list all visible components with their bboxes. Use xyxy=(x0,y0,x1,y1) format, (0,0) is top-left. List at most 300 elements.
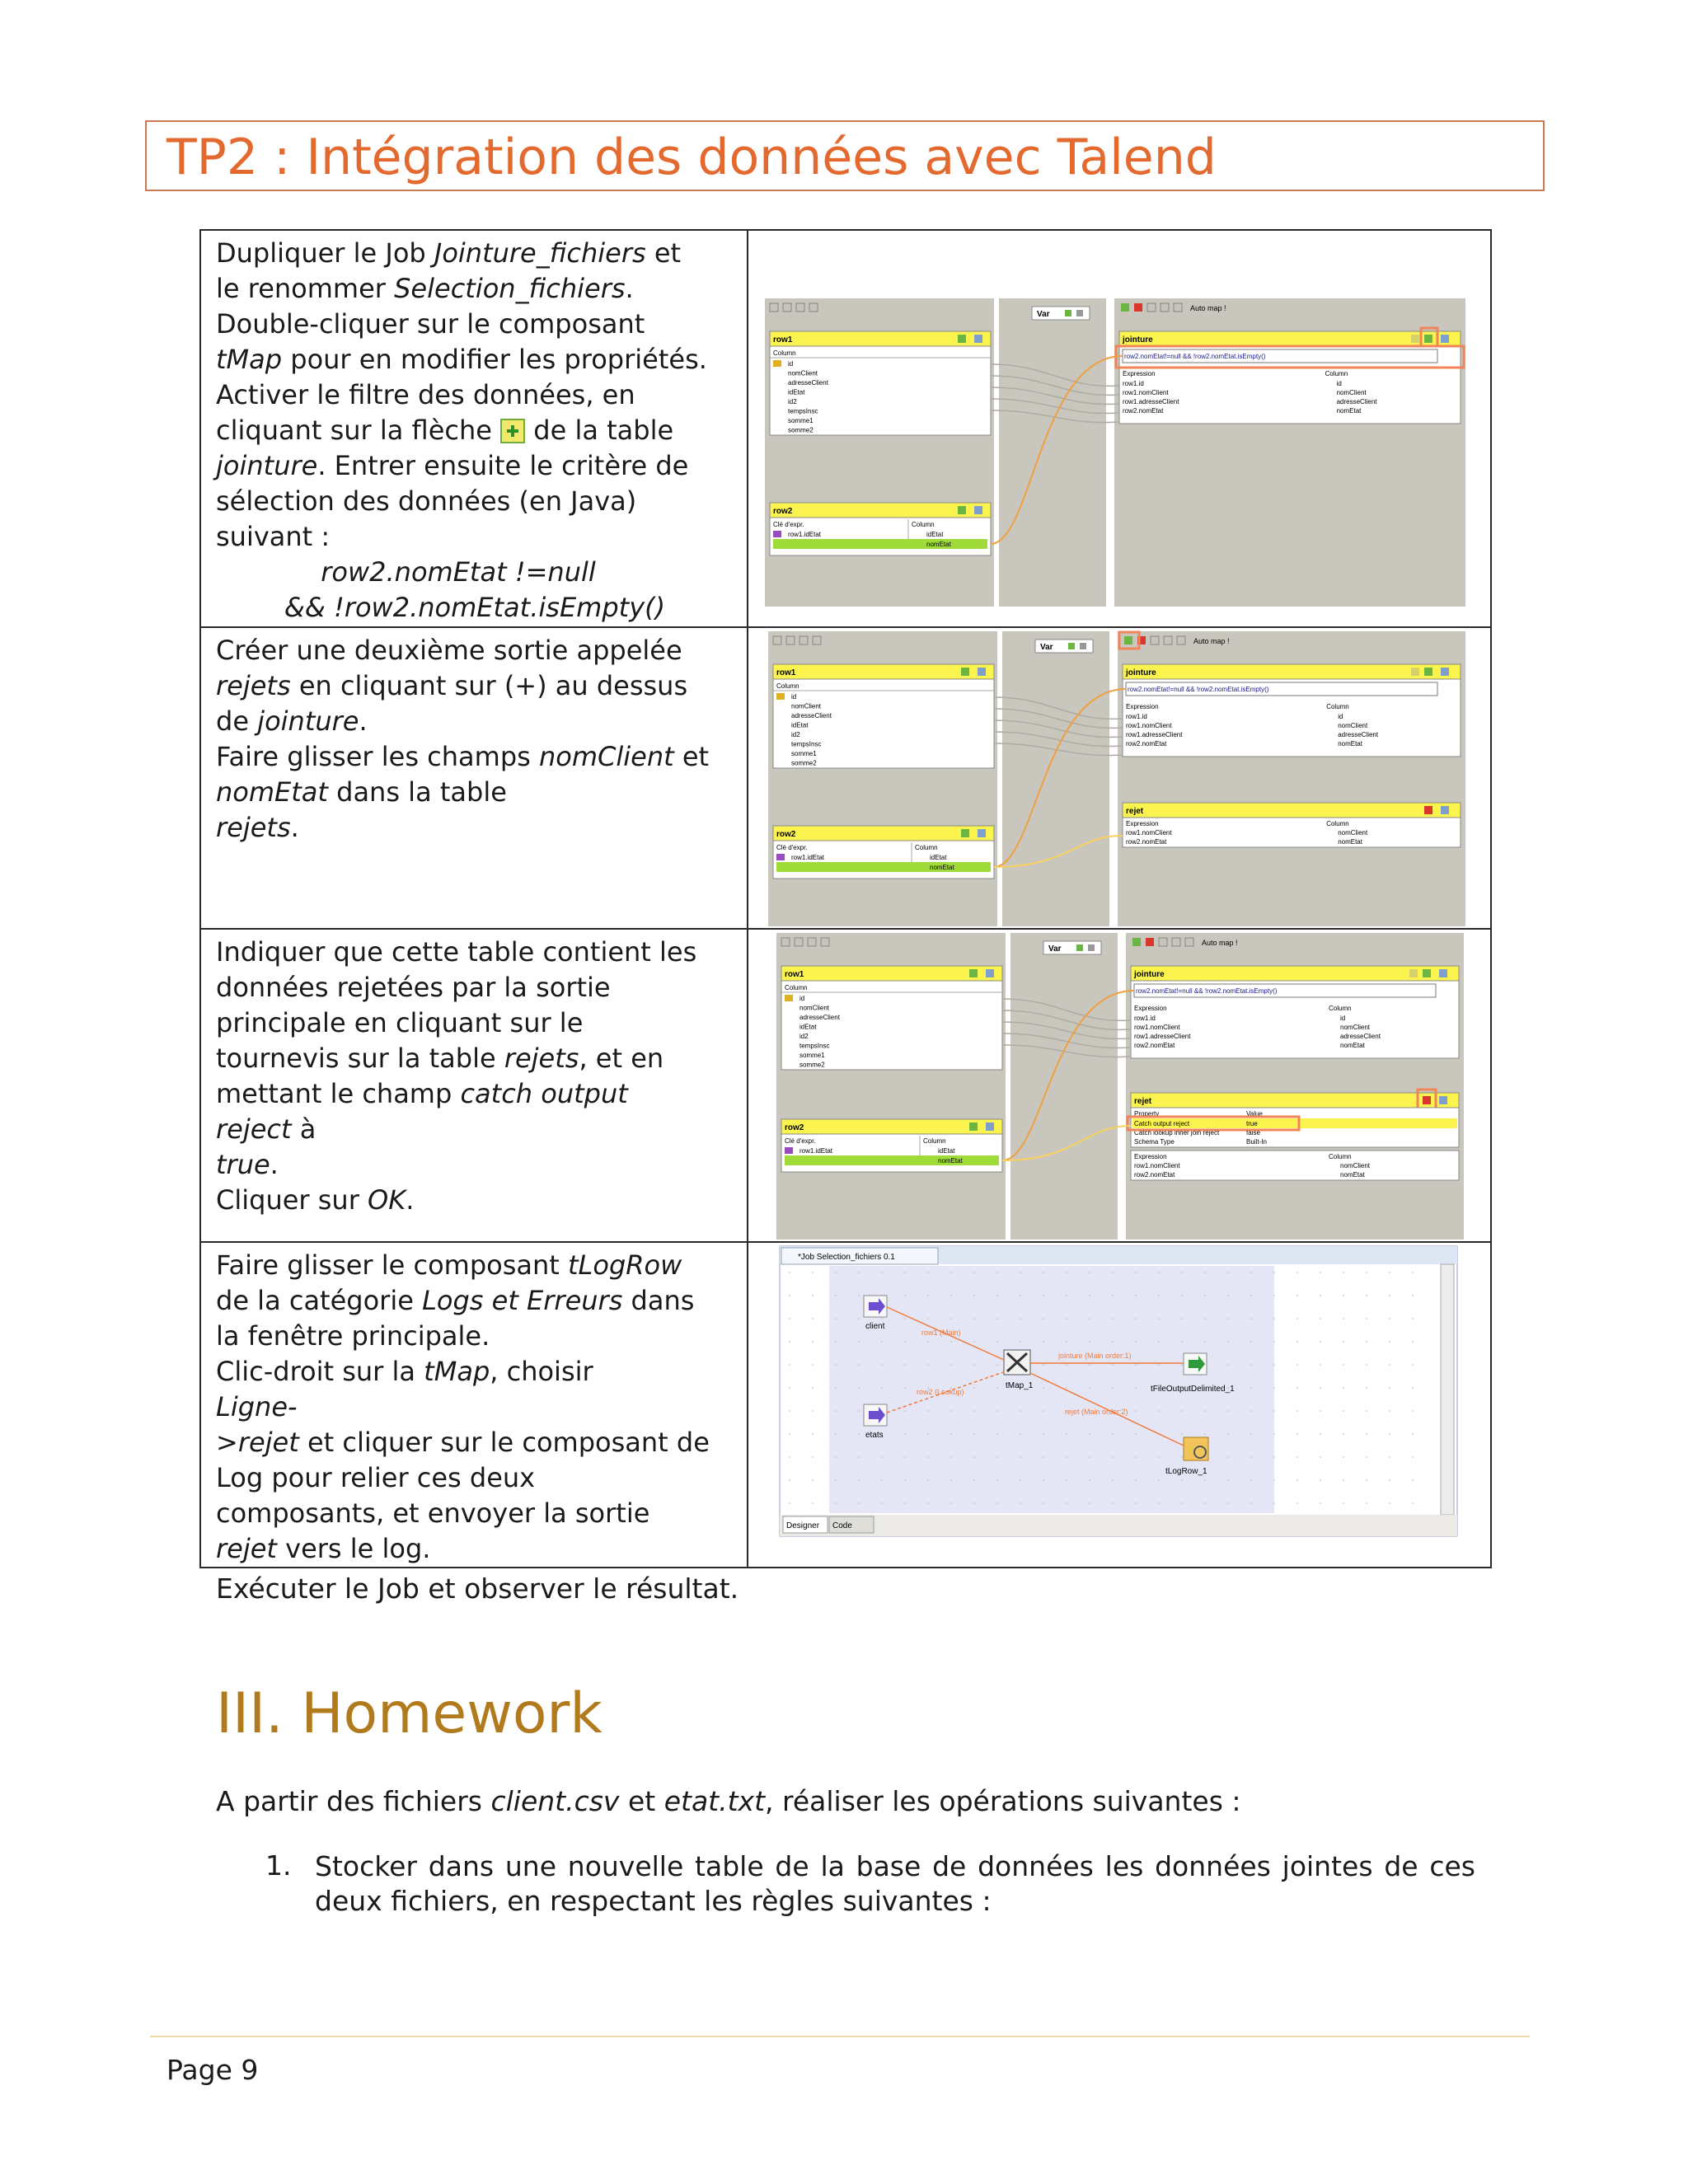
output-toolbar-icon xyxy=(1174,303,1182,312)
grid-dot xyxy=(973,1272,975,1273)
grid-dot xyxy=(1389,1272,1390,1273)
grid-dot xyxy=(996,1272,998,1273)
rejet-header xyxy=(1131,1093,1459,1108)
grid-dot xyxy=(1273,1272,1275,1273)
grid-dot xyxy=(1227,1364,1229,1366)
grid-dot xyxy=(1273,1502,1275,1504)
input-toolbar-icon xyxy=(783,303,791,312)
mapper-editor-3 xyxy=(748,930,1490,1241)
text-segment: Cliquer sur xyxy=(216,1184,368,1216)
row2-expr-header: Clé d'expr. xyxy=(785,1137,816,1145)
grid-dot xyxy=(1412,1341,1414,1343)
grid-dot xyxy=(1112,1364,1114,1366)
grid-dot xyxy=(996,1364,998,1366)
row2-field: idEtat xyxy=(938,1147,955,1155)
step-4-text xyxy=(201,1243,747,1567)
text-segment: données rejetées par la sortie xyxy=(216,972,611,1003)
var-label: Var xyxy=(1048,944,1062,954)
row1-field: adresseClient xyxy=(791,712,832,719)
jointure-column: id xyxy=(1336,380,1342,387)
grid-dot xyxy=(996,1318,998,1319)
row1-filter-icon xyxy=(961,668,969,676)
grid-dot xyxy=(950,1433,952,1435)
rejet-edit-icon xyxy=(1441,806,1449,814)
grid-dot xyxy=(1366,1433,1367,1435)
grid-dot xyxy=(927,1295,929,1296)
row1-field: somme1 xyxy=(788,417,814,424)
jointure-expr-header: Expression xyxy=(1123,370,1156,377)
grid-dot xyxy=(1366,1479,1367,1481)
component-label: tLogRow_1 xyxy=(1165,1467,1207,1476)
jointure-expression: row1.adresseClient xyxy=(1126,731,1183,738)
row2-expression: row1.idEtat xyxy=(791,854,825,861)
grid-dot xyxy=(1343,1318,1344,1319)
join-key-icon xyxy=(776,854,785,860)
text-line xyxy=(216,1354,734,1390)
text-segment: mettant le champ xyxy=(216,1078,461,1109)
bottom-tab-label: Designer xyxy=(786,1521,820,1530)
grid-dot xyxy=(881,1341,883,1343)
grid-dot xyxy=(1043,1295,1044,1296)
rejet-column: nomEtat xyxy=(1340,1171,1365,1179)
row1-filter-icon xyxy=(958,335,966,343)
grid-dot xyxy=(973,1479,975,1481)
row1-field: nomClient xyxy=(788,369,818,377)
emphasis-segment: tMap xyxy=(424,1356,490,1387)
grid-dot xyxy=(1343,1387,1344,1389)
text-segment: en cliquant sur (+) au dessus xyxy=(290,670,688,701)
property-name: Schema Type xyxy=(1134,1138,1175,1146)
jointure-column: id xyxy=(1340,1015,1346,1022)
grid-dot xyxy=(858,1295,860,1296)
grid-dot xyxy=(835,1341,837,1343)
key-icon xyxy=(776,693,785,700)
rejet-expression: row2.nomEtat xyxy=(1134,1171,1175,1179)
grid-dot xyxy=(1273,1433,1275,1435)
grid-dot xyxy=(1112,1272,1114,1273)
grid-dot xyxy=(1250,1479,1252,1481)
row2-expression: row1.idEtat xyxy=(799,1147,833,1155)
grid-dot xyxy=(1089,1295,1090,1296)
editor-tab-title: *Job Selection_fichiers 0.1 xyxy=(798,1253,895,1262)
remove-output-icon xyxy=(1146,938,1154,946)
text-line xyxy=(216,448,734,484)
grid-dot xyxy=(1181,1433,1183,1435)
grid-dot xyxy=(789,1272,790,1273)
jointure-settings-icon xyxy=(1411,668,1419,676)
text-line xyxy=(216,1147,734,1183)
grid-dot xyxy=(1320,1341,1321,1343)
grid-dot xyxy=(1273,1479,1275,1481)
text-segment: . xyxy=(290,812,299,843)
grid-dot xyxy=(812,1456,814,1458)
grid-dot xyxy=(1412,1272,1414,1273)
jointure-expression: row1.nomClient xyxy=(1123,389,1169,396)
grid-dot xyxy=(1135,1502,1137,1504)
emphasis-segment: Jointure_fichiers xyxy=(434,237,646,269)
grid-dot xyxy=(1227,1410,1229,1412)
grid-dot xyxy=(1066,1364,1067,1366)
row1-column-header: Column xyxy=(785,984,808,991)
grid-dot xyxy=(812,1318,814,1319)
component-label: tFileOutputDelimited_1 xyxy=(1151,1385,1235,1394)
list-item-number: 1. xyxy=(265,1849,292,1882)
grid-dot xyxy=(1366,1295,1367,1296)
grid-dot xyxy=(1389,1387,1390,1389)
row1-field: tempsInsc xyxy=(799,1042,830,1050)
grid-dot xyxy=(789,1295,790,1296)
grid-dot xyxy=(927,1318,929,1319)
grid-dot xyxy=(1250,1433,1252,1435)
row1-settings-icon xyxy=(978,668,986,676)
text-segment: Créer une deuxième sortie appelée xyxy=(216,635,682,666)
footer-divider xyxy=(150,2036,1530,2037)
step-2-image-cell xyxy=(748,627,1491,929)
grid-dot xyxy=(812,1410,814,1412)
grid-dot xyxy=(1112,1387,1114,1389)
grid-dot xyxy=(904,1433,906,1435)
row1-header xyxy=(781,966,1002,981)
text-segment: de la table xyxy=(525,415,674,446)
grid-dot xyxy=(881,1364,883,1366)
grid-dot xyxy=(1250,1341,1252,1343)
add-output-icon xyxy=(1121,303,1129,312)
grid-dot xyxy=(789,1456,790,1458)
text-line xyxy=(216,342,734,377)
grid-dot xyxy=(1250,1364,1252,1366)
rejet-body xyxy=(1123,818,1461,847)
grid-dot xyxy=(858,1502,860,1504)
row1-field: id2 xyxy=(799,1033,809,1040)
grid-dot xyxy=(835,1364,837,1366)
grid-dot xyxy=(1066,1387,1067,1389)
grid-dot xyxy=(1273,1295,1275,1296)
grid-dot xyxy=(1412,1410,1414,1412)
row1-link-label: row1 (Main) xyxy=(921,1329,961,1337)
input-toolbar-icon xyxy=(809,303,818,312)
homework-file-etat: etat.txt xyxy=(663,1785,766,1817)
jointure-column-header: Column xyxy=(1325,370,1348,377)
row2-header xyxy=(781,1119,1002,1134)
row2-title: row2 xyxy=(773,507,793,516)
grid-dot xyxy=(973,1456,975,1458)
row2-column-header: Column xyxy=(923,1137,946,1145)
grid-dot xyxy=(812,1295,814,1296)
jointure-header xyxy=(1119,331,1461,346)
grid-dot xyxy=(904,1341,906,1343)
step-3-text-cell xyxy=(200,929,748,1242)
grid-dot xyxy=(927,1433,929,1435)
grid-dot xyxy=(1320,1433,1321,1435)
text-segment: . xyxy=(625,273,634,304)
grid-dot xyxy=(881,1456,883,1458)
grid-dot xyxy=(904,1456,906,1458)
row1-header xyxy=(773,664,994,679)
row1-field: idEtat xyxy=(788,388,805,396)
text-line xyxy=(216,739,734,775)
grid-dot xyxy=(1389,1341,1390,1343)
grid-dot xyxy=(1204,1341,1206,1343)
grid-dot xyxy=(1204,1295,1206,1296)
jointure-filter-text: row2.nomEtat!=null && !row2.nomEtat.isEmpty() xyxy=(1136,987,1278,995)
grid-dot xyxy=(1412,1387,1414,1389)
grid-dot xyxy=(1296,1433,1298,1435)
grid-dot xyxy=(904,1364,906,1366)
row2-filter-icon xyxy=(961,829,969,837)
jointure-expression: row2.nomEtat xyxy=(1126,740,1167,748)
grid-dot xyxy=(1320,1295,1321,1296)
text-line xyxy=(216,970,734,1005)
grid-dot xyxy=(858,1364,860,1366)
grid-dot xyxy=(881,1272,883,1273)
grid-dot xyxy=(1158,1410,1160,1412)
property-value: Built-In xyxy=(1246,1138,1267,1146)
emphasis-segment: tMap xyxy=(216,344,283,375)
text-line xyxy=(216,633,734,668)
text-segment: Indiquer que cette table contient les xyxy=(216,936,697,968)
grid-dot xyxy=(904,1318,906,1319)
grid-dot xyxy=(1389,1433,1390,1435)
row2-filter-icon xyxy=(958,506,966,514)
jointure-settings-icon xyxy=(1409,969,1418,977)
homework-intro xyxy=(216,1785,1241,1817)
jointure-expression: row2.nomEtat xyxy=(1123,407,1164,415)
row2-field: idEtat xyxy=(926,531,944,538)
text-line xyxy=(216,775,734,810)
grid-dot xyxy=(950,1502,952,1504)
grid-dot xyxy=(1066,1433,1067,1435)
grid-dot xyxy=(1020,1410,1021,1412)
grid-dot xyxy=(1135,1387,1137,1389)
var-panel xyxy=(999,298,1106,607)
rejet-column: nomClient xyxy=(1338,829,1368,837)
grid-dot xyxy=(1135,1479,1137,1481)
grid-dot xyxy=(1158,1456,1160,1458)
jointure-column: id xyxy=(1338,713,1343,720)
grid-dot xyxy=(789,1387,790,1389)
mapper-screenshot-1 xyxy=(748,231,1490,626)
text-line xyxy=(216,413,734,448)
grid-dot xyxy=(1089,1341,1090,1343)
row2-header xyxy=(773,826,994,841)
filter-expression-line-2: && !row2.nomEtat.isEmpty() xyxy=(284,592,666,623)
emphasis-segment: Ligne- xyxy=(216,1391,298,1422)
emphasis-segment: rejet xyxy=(216,1533,277,1564)
grid-dot xyxy=(1296,1318,1298,1319)
jointure-column: nomClient xyxy=(1336,389,1367,396)
text-line xyxy=(216,1248,734,1283)
text-line xyxy=(216,484,734,519)
remove-output-icon xyxy=(1134,303,1142,312)
grid-dot xyxy=(1112,1341,1114,1343)
vertical-scrollbar xyxy=(1441,1264,1454,1515)
grid-dot xyxy=(927,1479,929,1481)
rejet-expr-header: Expression xyxy=(1134,1153,1167,1160)
grid-dot xyxy=(1043,1502,1044,1504)
grid-dot xyxy=(1043,1272,1044,1273)
text-segment: . Entrer ensuite le critère de xyxy=(317,450,689,481)
grid-dot xyxy=(973,1502,975,1504)
row2-column-header: Column xyxy=(912,521,935,528)
grid-dot xyxy=(950,1272,952,1273)
row1-field: id2 xyxy=(791,731,800,738)
grid-dot xyxy=(904,1272,906,1273)
rejet-settings-icon xyxy=(1424,806,1432,814)
row1-field: somme2 xyxy=(799,1061,825,1069)
jointure-expression: row1.adresseClient xyxy=(1123,398,1179,405)
var-label: Var xyxy=(1037,310,1050,319)
row2-expr-header: Clé d'expr. xyxy=(773,521,804,528)
row2-title: row2 xyxy=(785,1123,804,1132)
grid-dot xyxy=(1343,1502,1344,1504)
grid-dot xyxy=(1412,1479,1414,1481)
row2-header xyxy=(770,503,991,518)
text-line xyxy=(216,1531,734,1567)
grid-dot xyxy=(835,1456,837,1458)
grid-dot xyxy=(1135,1433,1137,1435)
grid-dot xyxy=(1158,1318,1160,1319)
emphasis-segment: true xyxy=(216,1149,270,1180)
jointure-expression: row1.id xyxy=(1123,380,1144,387)
grid-dot xyxy=(812,1502,814,1504)
jointure-title: jointure xyxy=(1123,335,1153,344)
list-item-text: Stocker dans une nouvelle table de la base de données les données jointes de ces deux fichiers, en respectant les règles suivantes : xyxy=(315,1850,1475,1917)
add-var-icon xyxy=(1065,310,1071,316)
grid-dot xyxy=(1135,1272,1137,1273)
text-line xyxy=(216,519,734,555)
grid-dot xyxy=(1320,1502,1321,1504)
mapper-screenshot-2 xyxy=(748,628,1490,928)
remove-var-icon xyxy=(1080,643,1086,649)
component-label: tMap_1 xyxy=(1006,1381,1034,1390)
grid-dot xyxy=(789,1341,790,1343)
output-toolbar-icon xyxy=(1151,636,1159,644)
join-key-icon xyxy=(785,1147,793,1154)
text-segment: vers le log. xyxy=(276,1533,431,1564)
grid-dot xyxy=(996,1502,998,1504)
jointure-filter-icon xyxy=(1423,969,1431,977)
grid-dot xyxy=(835,1433,837,1435)
jointure-edit-icon xyxy=(1441,335,1449,343)
var-label: Var xyxy=(1040,643,1053,652)
input-toolbar-icon xyxy=(770,303,778,312)
grid-dot xyxy=(1020,1272,1021,1273)
text-line xyxy=(216,1041,734,1076)
row2-field: nomEtat xyxy=(938,1157,963,1165)
emphasis-segment: >rejet xyxy=(216,1427,299,1458)
grid-dot xyxy=(1273,1318,1275,1319)
text-line xyxy=(216,1496,734,1531)
jointure-expr-header: Expression xyxy=(1126,703,1159,710)
grid-dot xyxy=(1181,1479,1183,1481)
title-box xyxy=(145,120,1545,191)
emphasis-segment: Logs et Erreurs xyxy=(422,1285,623,1316)
grid-dot xyxy=(1158,1341,1160,1343)
text-line xyxy=(216,236,734,271)
add-output-icon xyxy=(1124,636,1132,644)
key-icon xyxy=(785,995,793,1001)
jointure-filter-icon xyxy=(1424,668,1432,676)
step-4-text-cell xyxy=(200,1242,748,1568)
text-segment: Faire glisser le composant xyxy=(216,1249,568,1281)
jointure-column: adresseClient xyxy=(1338,731,1379,738)
grid-dot xyxy=(1389,1502,1390,1504)
row1-field: adresseClient xyxy=(788,379,828,387)
emphasis-segment: nomEtat xyxy=(216,776,328,808)
grid-dot xyxy=(1204,1502,1206,1504)
grid-dot xyxy=(1273,1364,1275,1366)
jointure-column: adresseClient xyxy=(1336,398,1377,405)
homework-intro-a: A partir des fichiers xyxy=(216,1785,491,1817)
row1-header xyxy=(770,331,991,346)
filter-expression-line-1: row2.nomEtat !=null xyxy=(321,556,596,588)
row1-settings-icon xyxy=(974,335,982,343)
grid-dot xyxy=(1273,1456,1275,1458)
input-toolbar-icon xyxy=(786,636,795,644)
grid-dot xyxy=(1250,1502,1252,1504)
lookup-match-highlight xyxy=(785,1155,999,1165)
row2-settings-icon xyxy=(986,1122,994,1131)
property-header: Property xyxy=(1134,1110,1160,1118)
emphasis-segment: jointure xyxy=(257,705,359,737)
text-line xyxy=(216,810,734,846)
step-1-text xyxy=(201,231,747,626)
grid-dot xyxy=(1343,1272,1344,1273)
grid-dot xyxy=(789,1318,790,1319)
grid-dot xyxy=(1343,1364,1344,1366)
text-line xyxy=(216,668,734,704)
grid-dot xyxy=(812,1272,814,1273)
grid-dot xyxy=(858,1341,860,1343)
grid-dot xyxy=(1181,1364,1183,1366)
jointure-filter-text: row2.nomEtat!=null && !row2.nomEtat.isEmpty() xyxy=(1128,686,1269,693)
steps-table xyxy=(199,229,1492,1568)
grid-dot xyxy=(1181,1295,1183,1296)
grid-dot xyxy=(1089,1479,1090,1481)
var-panel xyxy=(1010,933,1118,1240)
text-segment: et cliquer sur le composant de xyxy=(298,1427,710,1458)
input-toolbar-icon xyxy=(813,636,821,644)
output-toolbar-icon xyxy=(1185,938,1193,946)
rejet-body xyxy=(1131,1151,1459,1180)
homework-intro-b: et xyxy=(619,1785,664,1817)
grid-dot xyxy=(1412,1295,1414,1296)
output-toolbar-icon xyxy=(1159,938,1167,946)
row2-field: idEtat xyxy=(930,854,947,861)
grid-dot xyxy=(1296,1479,1298,1481)
grid-dot xyxy=(904,1502,906,1504)
step-row-1 xyxy=(200,230,1491,627)
grid-dot xyxy=(1320,1387,1321,1389)
grid-dot xyxy=(1204,1272,1206,1273)
grid-dot xyxy=(996,1456,998,1458)
grid-dot xyxy=(1181,1502,1183,1504)
row1-field: idEtat xyxy=(791,721,809,729)
grid-dot xyxy=(1250,1318,1252,1319)
row1-field: id xyxy=(799,995,805,1002)
grid-dot xyxy=(1089,1456,1090,1458)
grid-dot xyxy=(835,1502,837,1504)
emphasis-segment: Selection_fichiers xyxy=(394,273,626,304)
grid-dot xyxy=(812,1341,814,1343)
text-segment: et xyxy=(673,741,710,772)
add-filter-icon xyxy=(500,419,525,443)
grid-dot xyxy=(1412,1364,1414,1366)
grid-dot xyxy=(1204,1410,1206,1412)
grid-dot xyxy=(950,1341,952,1343)
grid-dot xyxy=(1066,1318,1067,1319)
grid-dot xyxy=(1043,1410,1044,1412)
